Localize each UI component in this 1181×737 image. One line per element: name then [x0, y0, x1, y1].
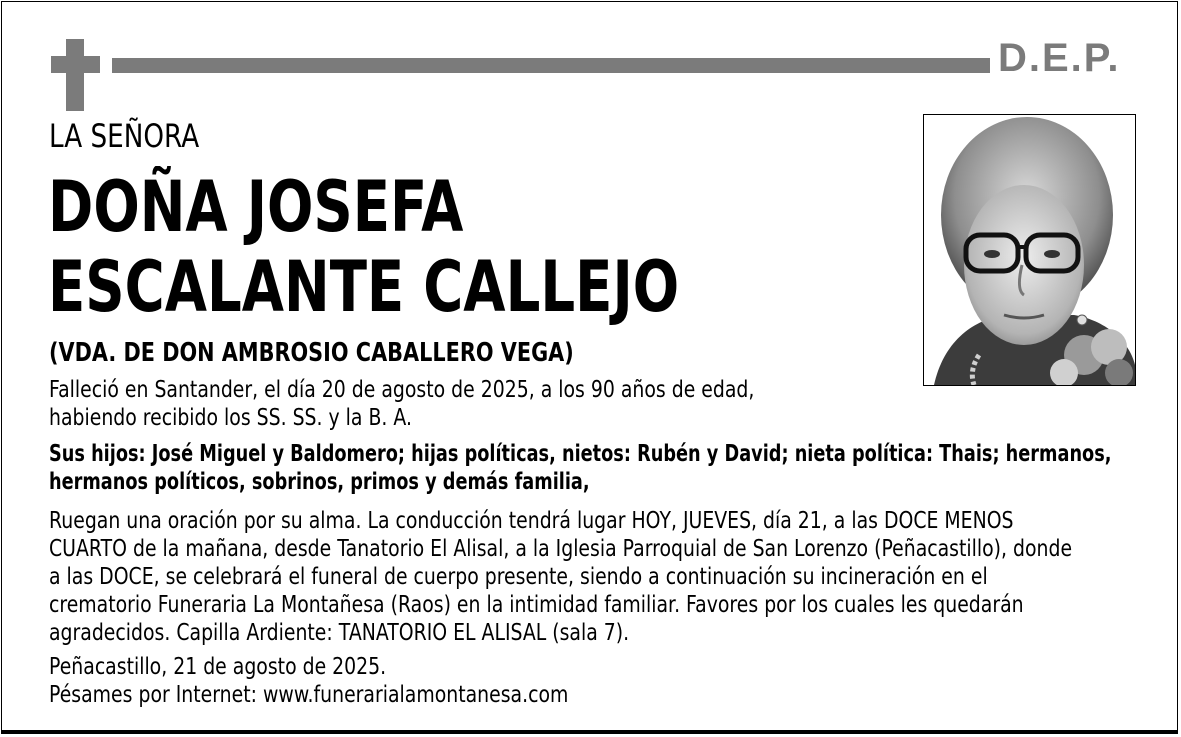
- family-line: Sus hijos: José Miguel y Baldomero; hijas políticas, nietos: Rubén y David; nieta política: Thais; hermanos,: [49, 441, 1112, 467]
- ceremony-line: crematorio Funeraria La Montañesa (Raos) en la intimidad familiar. Favores por los cuales les quedarán: [49, 592, 1024, 618]
- deceased-name-line2: ESCALANTE CALLEJO: [48, 246, 680, 328]
- latin-cross-icon-arm: [51, 56, 100, 73]
- widow-of-line: (VDA. DE DON AMBROSIO CABALLERO VEGA): [49, 338, 574, 368]
- deceased-name-line1: DOÑA JOSEFA: [48, 166, 464, 248]
- death-notice-line: Falleció en Santander, el día 20 de agosto de 2025, a los 90 años de edad,: [49, 377, 755, 403]
- header-rule: [112, 58, 990, 73]
- ceremony-line: agradecidos. Capilla Ardiente: TANATORIO EL ALISAL (sala 7).: [49, 620, 630, 646]
- ceremony-line: a las DOCE, se celebrará el funeral de cuerpo presente, siendo a continuación su incineración en el: [49, 564, 988, 590]
- deceased-portrait-photo: [923, 114, 1136, 386]
- latin-cross-icon: [66, 39, 84, 111]
- family-line: hermanos políticos, sobrinos, primos y demás familia,: [49, 469, 590, 495]
- dep-label: D.E.P.: [998, 36, 1121, 80]
- honorific-title: LA SEÑORA: [49, 117, 200, 155]
- ceremony-details: [49, 507, 1072, 647]
- obituary-card: [1, 1, 1178, 734]
- portrait-icon: [924, 115, 1135, 385]
- place-date: Peñacastillo, 21 de agosto de 2025.: [49, 654, 387, 680]
- ceremony-line: Ruegan una oración por su alma. La conducción tendrá lugar HOY, JUEVES, día 21, a las DOCE MENOS: [49, 508, 1014, 534]
- death-notice: [49, 376, 754, 432]
- footer-info: [49, 653, 568, 709]
- family-list: [49, 440, 1111, 496]
- condolences-link[interactable]: Pésames por Internet: www.funerarialamontanesa.com: [49, 682, 569, 708]
- death-notice-line: habiendo recibido los SS. SS. y la B. A.: [49, 405, 412, 431]
- ceremony-line: CUARTO de la mañana, desde Tanatorio El Alisal, a la Iglesia Parroquial de San Lorenzo (Peñacastillo), donde: [49, 536, 1073, 562]
